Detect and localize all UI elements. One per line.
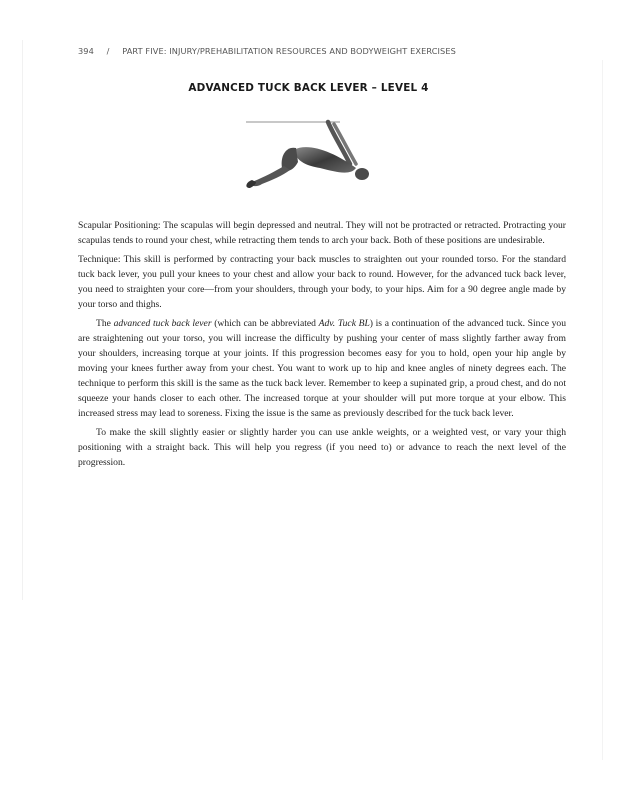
running-header [78, 46, 456, 56]
scan-edge-right [602, 60, 603, 760]
section-title: PART FIVE: INJURY/PREHABILITATION RESOURCES AND BODYWEIGHT EXERCISES [122, 46, 456, 56]
text-run: (which can be abbreviated [211, 318, 319, 329]
emphasis-term: advanced tuck back lever [113, 318, 212, 329]
paragraph-continuation [78, 316, 566, 421]
paragraph-scapular-positioning: Scapular Positioning: The scapulas will begin depressed and neutral. They will not be protracted or retracted. Protracting your scapulas tends to round your chest, while retracting them tends to arch your back. Both of these positions are undesirable. [78, 220, 566, 246]
body-text [78, 218, 566, 474]
shin-shape [252, 166, 290, 186]
text-run: ) is a continuation of the advanced tuck. Since you are straightening out your torso, you will increase the difficulty by pushing your center of mass slightly farther away from your shoulders, increasing torque at your joints. If this progression becomes easy for you to hold, open your hip angle by moving your knees further away from your chest. You want to work up to hip and knee angles of ninety degrees each. The technique to perform this skill is the same as the tuck back lever. Remember to keep a supinated grip, a proud chest, and do not squeeze your hands closer to each other. The increased torque at your shoulder will put more torque at your elbow. This increased stress may lead to soreness. Fixing the issue is the same as previously described for the tuck back lever. [78, 318, 567, 419]
head-shape [355, 168, 369, 180]
page-number: 394 [78, 46, 94, 56]
tuck-back-lever-figure [238, 112, 378, 202]
paragraph-technique: Technique: This skill is performed by contracting your back muscles to straighten out your rounded torso. For the standard tuck back lever, you pull your knees to your chest and allow your back to round. However, for the advanced tuck back lever, you need to straighten your core—from your shoulders, through your body, to your hips. Aim for a 90 degree angle made by your torso and thighs. [78, 254, 566, 310]
exercise-title: ADVANCED TUCK BACK LEVER – LEVEL 4 [188, 82, 429, 94]
emphasis-abbreviation: Adv. Tuck BL [318, 318, 370, 329]
scan-edge-left [22, 40, 23, 600]
text-run: The [96, 318, 114, 329]
paragraph-adjustments: To make the skill slightly easier or slightly harder you can use ankle weights, or a weighted vest, or vary your thigh positioning with a straight back. This will help you regress (if you need to) or advance to reach the next level of the progression. [78, 427, 566, 468]
header-separator: / [106, 46, 110, 56]
